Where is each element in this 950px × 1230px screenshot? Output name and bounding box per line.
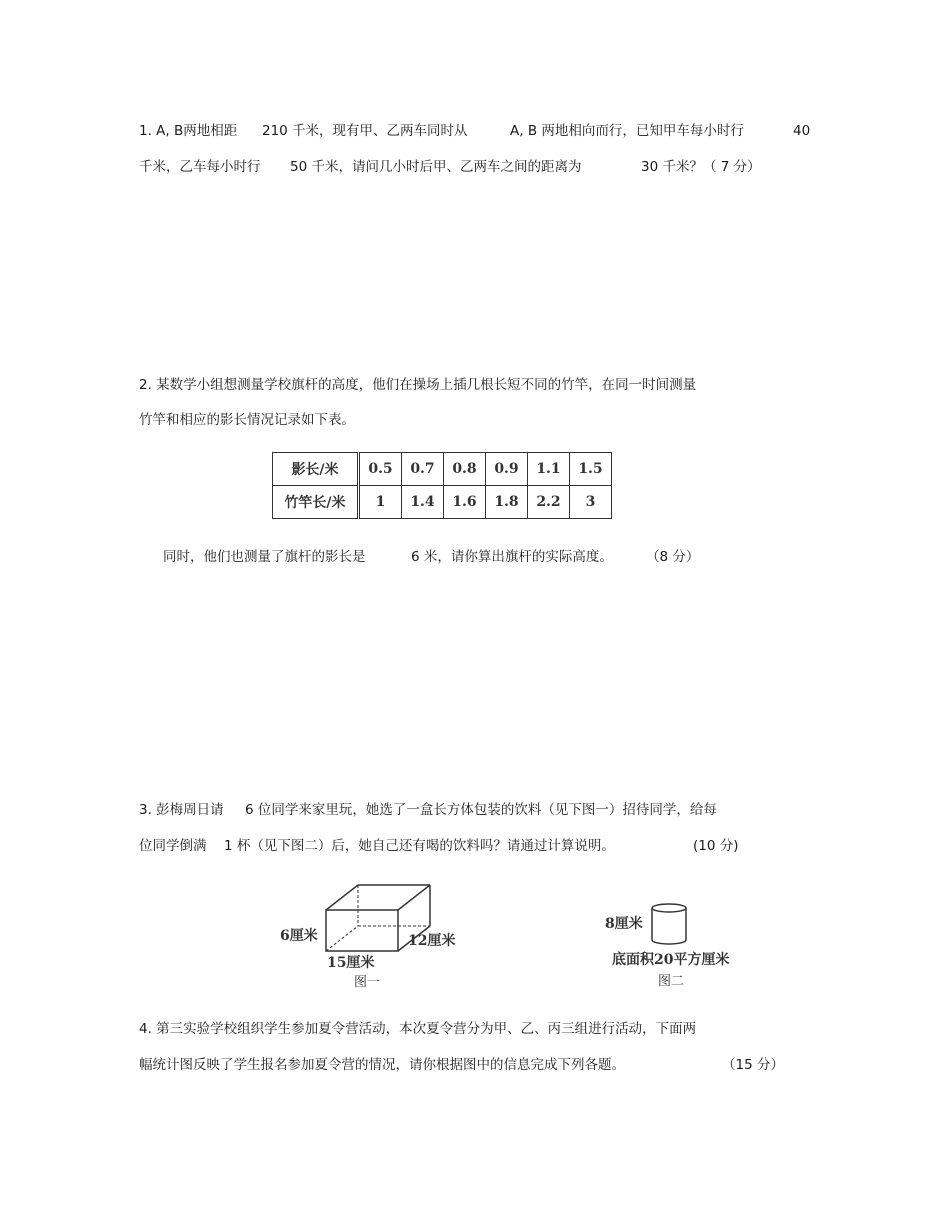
q2-line1: 2. 某数学小组想测量学校旗杆的高度，他们在操场上插几根长短不同的竹竿，在同一时间测量 [139,377,697,393]
table-cell: 2.2 [528,486,570,519]
q3-l2-part3: (10 分) [693,838,739,854]
table-cell: 0.7 [402,453,444,486]
fig2-base-label: 底面积20平方厘米 [612,952,730,968]
q1-l2-part3: 30 千米？（ 7 分） [641,159,761,175]
table-cell: 1.4 [402,486,444,519]
fig1-width-label: 12厘米 [408,933,456,949]
q3-l1-part1: 3. 彭梅周日请 [139,802,224,818]
q1-l1-part2: 210 千米，现有甲、乙两车同时从 [262,123,468,139]
q1-l1-part4: 40 [793,123,811,139]
table-cell: 1.5 [570,453,612,486]
q2-line2: 竹竿和相应的影长情况记录如下表。 [139,412,355,428]
q3-l2-part2: 1 杯（见下图二）后，她自己还有喝的饮料吗？请通过计算说明。 [224,838,615,854]
q3-line2 [0,837,950,855]
q1-line1 [0,122,950,140]
table-cell: 1.1 [528,453,570,486]
q2-l3-part3: （8 分） [646,549,700,565]
figure-cuboid [270,878,480,993]
q2-l3-part1: 同时，他们也测量了旗杆的影长是 [163,549,366,565]
fig2-height-label: 8厘米 [605,916,643,932]
table-row [273,453,612,486]
fig2-caption: 图二 [658,974,685,989]
row1-label: 影长/米 [273,453,359,486]
table-cell: 0.9 [486,453,528,486]
shadow-length-table [272,452,612,519]
table-cell: 1.8 [486,486,528,519]
table-row [273,486,612,519]
fig1-height-label: 6厘米 [280,928,318,944]
fig1-caption: 图一 [354,975,381,990]
q4-line2 [0,1056,950,1074]
q1-l1-part1: 1. A, B两地相距 [139,123,238,139]
q4-l2-part2: （15 分） [722,1057,784,1073]
table-cell: 1.6 [444,486,486,519]
q1-l2-part1: 千米，乙车每小时行 [139,159,261,175]
q3-l1-part2: 6 位同学来家里玩，她选了一盒长方体包装的饮料（见下图一）招待同学，给每 [245,802,717,818]
q4-l2-part1: 幅统计图反映了学生报名参加夏令营的情况，请你根据图中的信息完成下列各题。 [139,1057,625,1073]
q3-line1 [0,801,950,819]
table-cell: 1 [359,486,402,519]
q3-l2-part1: 位同学倒满 [139,838,207,854]
table-cell: 3 [570,486,612,519]
row2-label: 竹竿长/米 [273,486,359,519]
table-cell: 0.5 [359,453,402,486]
table-cell: 0.8 [444,453,486,486]
q2-l3-part2: 6 米，请你算出旗杆的实际高度。 [411,549,613,565]
figure-cup [600,900,760,992]
q2-line3 [0,548,950,566]
q1-l2-part2: 50 千米，请问几小时后甲、乙两车之间的距离为 [290,159,582,175]
q1-line2 [0,158,950,176]
q4-line1: 4. 第三实验学校组织学生参加夏令营活动，本次夏令营分为甲、乙、丙三组进行活动，下面两 [139,1021,697,1037]
fig1-length-label: 15厘米 [327,955,375,971]
q1-l1-part3: A, B 两地相向而行，已知甲车每小时行 [510,123,744,139]
